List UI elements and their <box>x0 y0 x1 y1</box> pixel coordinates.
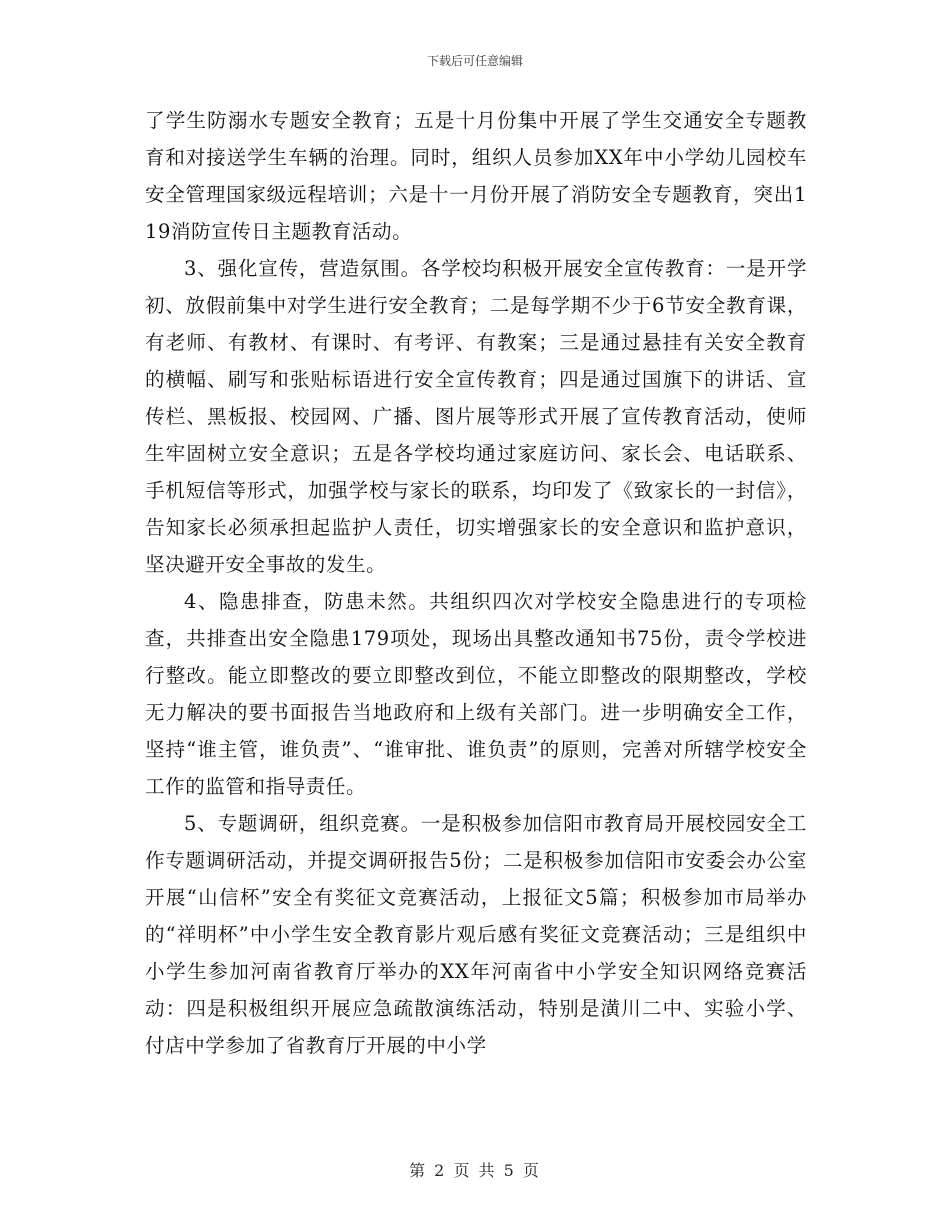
paragraph-hazard-inspection: 4、隐患排查，防患未然。共组织四次对学校安全隐患进行的专项检查，共排查出安全隐患179项处，现场出具整改通知书75份，责令学校进行整改。能立即整改的要立即整改到位，不能立即整改的限期整改，学校无力解决的要书面报告当地政府和上级有关部门。进一步明确安全工作，坚持“谁主管，谁负责”、“谁审批、谁负责”的原则，完善对所辖学校安全工作的监管和指导责任。 <box>145 590 807 798</box>
paragraph-research-competition: 5、专题调研，组织竞赛。一是积极参加信阳市教育局开展校园安全工作专题调研活动，并提交调研报告5份；二是积极参加信阳市安委会办公室开展“山信杯”安全有奖征文竞赛活动，上报征文5篇；积极参加市局举办的“祥明杯”中小学生安全教育影片观后感有奖征文竞赛活动；三是组织中小学生参加河南省教育厅举办的XX年河南省中小学安全知识网络竞赛活动：四是积极组织开展应急疏散演练活动，特别是潢川二中、实验小学、付店中学参加了省教育厅开展的中小学 <box>145 812 807 1057</box>
page-number: 第 2 页 共 5 页 <box>409 1161 541 1180</box>
page-header: 下载后可任意编辑 <box>426 54 523 68</box>
paragraph-continuation: 了学生防溺水专题安全教育；五是十月份集中开展了学生交通安全专题教育和对接送学生车辆的治理。同时，组织人员参加XX年中小学幼儿园校车安全管理国家级远程培训；六是十一月份开展了消防安全专题教育，突出119消防宣传日主题教育活动。 <box>145 109 807 243</box>
paragraph-publicity: 3、强化宣传，营造氛围。各学校均积极开展安全宣传教育：一是开学初、放假前集中对学生进行安全教育；二是每学期不少于6节安全教育课，有老师、有教材、有课时、有考评、有教案；三是通过悬挂有关安全教育的横幅、刷写和张贴标语进行安全宣传教育；四是通过国旗下的讲话、宣传栏、黑板报、校园网、广播、图片展等形式开展了宣传教育活动，使师生牢固树立安全意识；五是各学校均通过家庭访问、家长会、电话联系、手机短信等形式，加强学校与家长的联系，均印发了《致家长的一封信》，告知家长必须承担起监护人责任，切实增强家长的安全意识和监护意识，坚决避开安全事故的发生。 <box>145 257 807 576</box>
document-body <box>145 102 807 1064</box>
